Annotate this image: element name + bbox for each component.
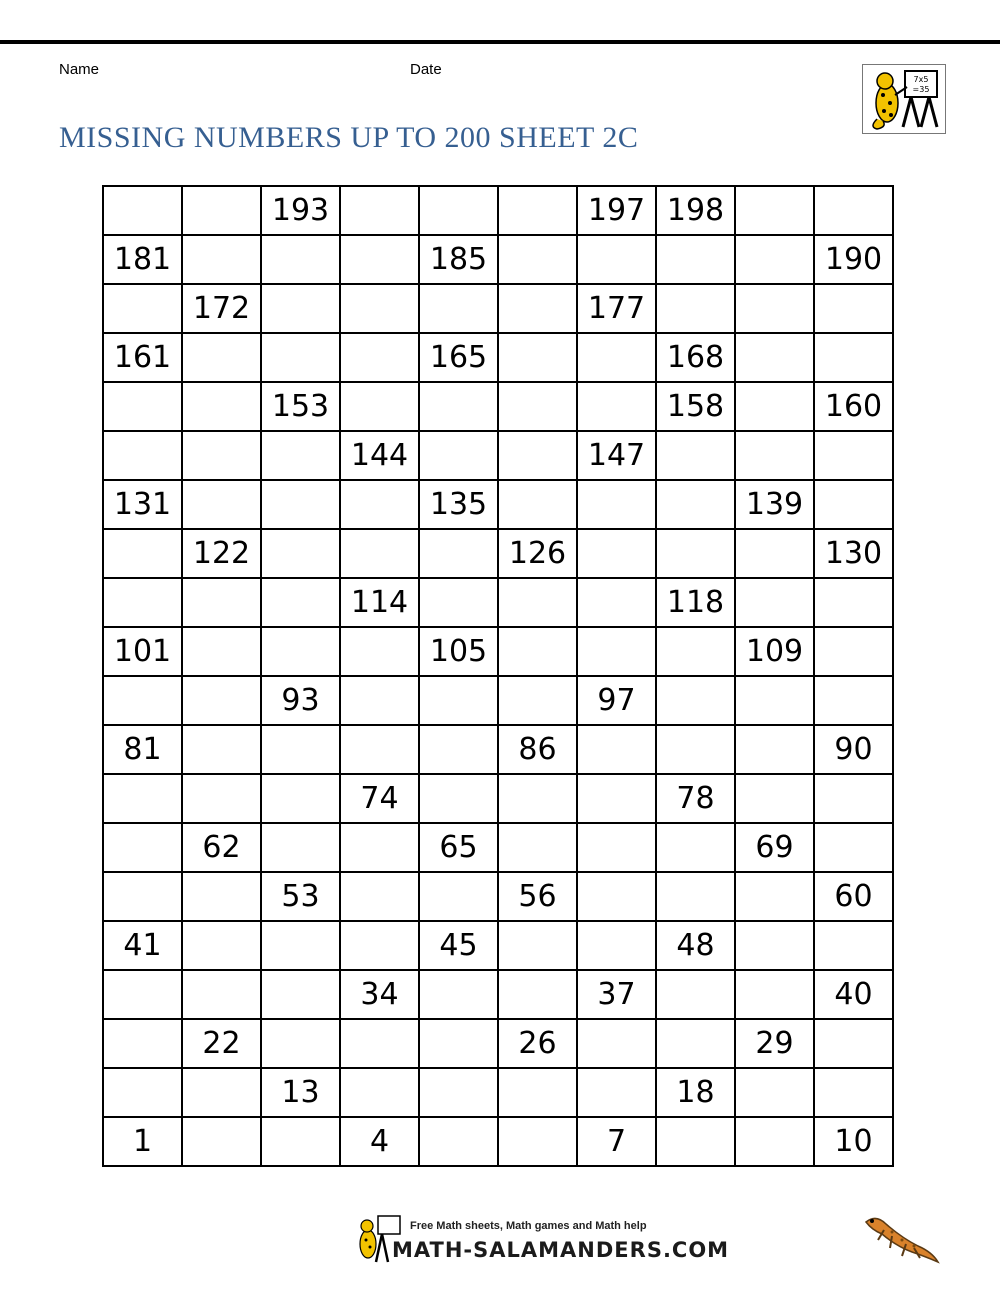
grid-cell-number: 177 — [577, 284, 656, 333]
grid-cell-blank[interactable] — [814, 1019, 893, 1068]
grid-row — [103, 186, 893, 235]
grid-cell-number: 144 — [340, 431, 419, 480]
grid-cell-blank[interactable] — [577, 627, 656, 676]
grid-cell-blank[interactable] — [577, 725, 656, 774]
grid-cell-number: 56 — [498, 872, 577, 921]
grid-cell-blank[interactable] — [735, 382, 814, 431]
grid-cell-blank[interactable] — [340, 627, 419, 676]
grid-cell-blank[interactable] — [340, 1019, 419, 1068]
grid-cell-blank[interactable] — [656, 627, 735, 676]
grid-cell-blank[interactable] — [340, 921, 419, 970]
grid-cell-blank[interactable] — [182, 725, 261, 774]
grid-row — [103, 872, 893, 921]
grid-cell-blank[interactable] — [419, 284, 498, 333]
grid-cell-blank[interactable] — [103, 529, 182, 578]
grid-cell-number: 4 — [340, 1117, 419, 1166]
grid-cell-blank[interactable] — [498, 676, 577, 725]
grid-row — [103, 1117, 893, 1166]
grid-cell-blank[interactable] — [261, 1019, 340, 1068]
grid-cell-blank[interactable] — [814, 333, 893, 382]
grid-cell-blank[interactable] — [103, 676, 182, 725]
grid-cell-blank[interactable] — [498, 1068, 577, 1117]
grid-cell-blank[interactable] — [735, 284, 814, 333]
grid-cell-number: 165 — [419, 333, 498, 382]
grid-cell-blank[interactable] — [498, 578, 577, 627]
grid-cell-number: 93 — [261, 676, 340, 725]
grid-cell-blank[interactable] — [656, 823, 735, 872]
grid-cell-blank[interactable] — [419, 774, 498, 823]
grid-cell-blank[interactable] — [419, 872, 498, 921]
grid-cell-number: 198 — [656, 186, 735, 235]
grid-cell-blank[interactable] — [498, 284, 577, 333]
grid-cell-blank[interactable] — [261, 774, 340, 823]
grid-cell-blank[interactable] — [814, 284, 893, 333]
grid-cell-number: 130 — [814, 529, 893, 578]
grid-cell-blank[interactable] — [103, 431, 182, 480]
grid-cell-number: 135 — [419, 480, 498, 529]
grid-cell-blank[interactable] — [735, 725, 814, 774]
grid-cell-blank[interactable] — [419, 725, 498, 774]
grid-cell-number: 10 — [814, 1117, 893, 1166]
grid-cell-blank[interactable] — [340, 480, 419, 529]
grid-cell-blank[interactable] — [182, 578, 261, 627]
grid-cell-blank[interactable] — [182, 1117, 261, 1166]
grid-cell-blank[interactable] — [261, 970, 340, 1019]
grid-cell-blank[interactable] — [735, 431, 814, 480]
grid-cell-blank[interactable] — [340, 725, 419, 774]
grid-cell-number: 109 — [735, 627, 814, 676]
grid-cell-blank[interactable] — [182, 627, 261, 676]
grid-cell-blank[interactable] — [182, 921, 261, 970]
grid-cell-blank[interactable] — [103, 284, 182, 333]
grid-cell-blank[interactable] — [261, 529, 340, 578]
grid-row — [103, 676, 893, 725]
grid-cell-blank[interactable] — [340, 333, 419, 382]
grid-cell-blank[interactable] — [735, 1117, 814, 1166]
grid-cell-blank[interactable] — [498, 627, 577, 676]
top-rule — [0, 40, 1000, 44]
grid-cell-number: 62 — [182, 823, 261, 872]
grid-cell-blank[interactable] — [419, 578, 498, 627]
grid-cell-blank[interactable] — [261, 235, 340, 284]
grid-row — [103, 578, 893, 627]
grid-cell-blank[interactable] — [261, 627, 340, 676]
number-grid — [102, 185, 894, 1167]
grid-cell-number: 22 — [182, 1019, 261, 1068]
grid-cell-number: 161 — [103, 333, 182, 382]
grid-cell-blank[interactable] — [182, 186, 261, 235]
grid-cell-number: 40 — [814, 970, 893, 1019]
grid-cell-number: 126 — [498, 529, 577, 578]
grid-cell-blank[interactable] — [577, 872, 656, 921]
grid-cell-number: 18 — [656, 1068, 735, 1117]
grid-row — [103, 970, 893, 1019]
grid-cell-blank[interactable] — [498, 823, 577, 872]
grid-cell-blank[interactable] — [735, 872, 814, 921]
grid-cell-blank[interactable] — [419, 529, 498, 578]
grid-cell-number: 160 — [814, 382, 893, 431]
grid-cell-blank[interactable] — [814, 186, 893, 235]
grid-row — [103, 627, 893, 676]
grid-cell-blank[interactable] — [656, 284, 735, 333]
grid-cell-number: 37 — [577, 970, 656, 1019]
grid-row — [103, 921, 893, 970]
grid-cell-number: 197 — [577, 186, 656, 235]
grid-cell-blank[interactable] — [656, 480, 735, 529]
grid-cell-blank[interactable] — [103, 774, 182, 823]
grid-cell-blank[interactable] — [656, 1117, 735, 1166]
grid-cell-number: 122 — [182, 529, 261, 578]
grid-cell-number: 190 — [814, 235, 893, 284]
grid-cell-blank[interactable] — [182, 872, 261, 921]
grid-cell-blank[interactable] — [340, 872, 419, 921]
grid-cell-blank[interactable] — [577, 235, 656, 284]
grid-cell-blank[interactable] — [103, 1019, 182, 1068]
math-salamanders-logo — [862, 64, 946, 134]
grid-cell-blank[interactable] — [103, 823, 182, 872]
grid-cell-blank[interactable] — [814, 823, 893, 872]
grid-row — [103, 823, 893, 872]
grid-cell-blank[interactable] — [419, 676, 498, 725]
grid-cell-number: 181 — [103, 235, 182, 284]
grid-cell-number: 41 — [103, 921, 182, 970]
grid-cell-number: 90 — [814, 725, 893, 774]
grid-cell-blank[interactable] — [577, 774, 656, 823]
grid-cell-number: 81 — [103, 725, 182, 774]
grid-cell-blank[interactable] — [419, 970, 498, 1019]
grid-row — [103, 529, 893, 578]
grid-cell-blank[interactable] — [261, 725, 340, 774]
grid-cell-blank[interactable] — [419, 186, 498, 235]
grid-cell-blank[interactable] — [577, 529, 656, 578]
grid-cell-number: 114 — [340, 578, 419, 627]
date-label: Date — [410, 61, 442, 78]
grid-cell-blank[interactable] — [656, 970, 735, 1019]
grid-cell-blank[interactable] — [498, 235, 577, 284]
grid-cell-number: 13 — [261, 1068, 340, 1117]
grid-cell-number: 105 — [419, 627, 498, 676]
grid-cell-blank[interactable] — [261, 480, 340, 529]
grid-cell-blank[interactable] — [103, 382, 182, 431]
grid-cell-blank[interactable] — [656, 529, 735, 578]
grid-cell-number: 139 — [735, 480, 814, 529]
grid-cell-blank[interactable] — [577, 823, 656, 872]
grid-cell-number: 60 — [814, 872, 893, 921]
grid-cell-blank[interactable] — [261, 1117, 340, 1166]
footer-url[interactable]: MATH-SALAMANDERS.COM — [392, 1238, 730, 1262]
grid-cell-number: 34 — [340, 970, 419, 1019]
grid-row — [103, 774, 893, 823]
grid-cell-blank[interactable] — [340, 676, 419, 725]
grid-cell-number: 185 — [419, 235, 498, 284]
grid-cell-blank[interactable] — [419, 431, 498, 480]
grid-cell-blank[interactable] — [498, 431, 577, 480]
grid-cell-number: 97 — [577, 676, 656, 725]
grid-cell-number: 69 — [735, 823, 814, 872]
grid-row — [103, 1068, 893, 1117]
grid-cell-blank[interactable] — [814, 578, 893, 627]
grid-cell-blank[interactable] — [261, 921, 340, 970]
grid-cell-blank[interactable] — [182, 480, 261, 529]
grid-cell-number: 131 — [103, 480, 182, 529]
grid-cell-blank[interactable] — [103, 186, 182, 235]
salamander-teacher-icon — [863, 65, 945, 133]
grid-cell-blank[interactable] — [498, 774, 577, 823]
grid-cell-number: 74 — [340, 774, 419, 823]
grid-cell-blank[interactable] — [103, 578, 182, 627]
grid-cell-blank[interactable] — [103, 970, 182, 1019]
grid-cell-number: 78 — [656, 774, 735, 823]
grid-row — [103, 333, 893, 382]
grid-cell-blank[interactable] — [498, 921, 577, 970]
grid-cell-number: 158 — [656, 382, 735, 431]
grid-cell-blank[interactable] — [419, 382, 498, 431]
salamander-mascot — [862, 1208, 942, 1268]
grid-cell-number: 193 — [261, 186, 340, 235]
grid-cell-number: 168 — [656, 333, 735, 382]
grid-cell-blank[interactable] — [182, 431, 261, 480]
grid-cell-blank[interactable] — [656, 872, 735, 921]
grid-cell-blank[interactable] — [182, 970, 261, 1019]
grid-cell-blank[interactable] — [656, 235, 735, 284]
grid-cell-blank[interactable] — [577, 333, 656, 382]
grid-cell-blank[interactable] — [735, 1068, 814, 1117]
grid-cell-blank[interactable] — [182, 1068, 261, 1117]
grid-cell-number: 45 — [419, 921, 498, 970]
grid-cell-blank[interactable] — [577, 1019, 656, 1068]
grid-cell-blank[interactable] — [182, 333, 261, 382]
grid-cell-blank[interactable] — [498, 382, 577, 431]
grid-cell-blank[interactable] — [498, 186, 577, 235]
grid-cell-number: 7 — [577, 1117, 656, 1166]
grid-cell-number: 65 — [419, 823, 498, 872]
grid-cell-blank[interactable] — [182, 235, 261, 284]
grid-cell-blank[interactable] — [656, 1019, 735, 1068]
grid-cell-blank[interactable] — [814, 480, 893, 529]
grid-row — [103, 382, 893, 431]
grid-cell-blank[interactable] — [340, 235, 419, 284]
grid-cell-blank[interactable] — [182, 382, 261, 431]
grid-row — [103, 480, 893, 529]
grid-cell-blank[interactable] — [814, 921, 893, 970]
grid-cell-blank[interactable] — [182, 774, 261, 823]
grid-cell-blank[interactable] — [814, 431, 893, 480]
grid-cell-number: 53 — [261, 872, 340, 921]
grid-cell-blank[interactable] — [419, 1068, 498, 1117]
worksheet-title: MISSING NUMBERS UP TO 200 SHEET 2C — [59, 121, 639, 154]
grid-cell-blank[interactable] — [577, 480, 656, 529]
grid-cell-blank[interactable] — [656, 725, 735, 774]
grid-cell-number: 118 — [656, 578, 735, 627]
grid-cell-blank[interactable] — [340, 284, 419, 333]
grid-cell-number: 29 — [735, 1019, 814, 1068]
grid-cell-blank[interactable] — [814, 1068, 893, 1117]
salamander-icon — [862, 1208, 942, 1268]
grid-cell-blank[interactable] — [340, 823, 419, 872]
grid-cell-blank[interactable] — [735, 578, 814, 627]
grid-cell-blank[interactable] — [656, 676, 735, 725]
grid-cell-blank[interactable] — [735, 186, 814, 235]
footer-tagline: Free Math sheets, Math games and Math help — [410, 1220, 647, 1232]
grid-cell-blank[interactable] — [103, 1068, 182, 1117]
grid-cell-blank[interactable] — [735, 921, 814, 970]
grid-cell-number: 48 — [656, 921, 735, 970]
grid-cell-number: 101 — [103, 627, 182, 676]
grid-cell-blank[interactable] — [735, 676, 814, 725]
grid-cell-blank[interactable] — [735, 774, 814, 823]
grid-cell-blank[interactable] — [577, 1068, 656, 1117]
name-label: Name — [59, 61, 100, 78]
grid-cell-blank[interactable] — [735, 333, 814, 382]
grid-cell-blank[interactable] — [340, 186, 419, 235]
grid-cell-blank[interactable] — [340, 1068, 419, 1117]
grid-cell-blank[interactable] — [261, 578, 340, 627]
grid-cell-blank[interactable] — [735, 529, 814, 578]
grid-cell-number: 86 — [498, 725, 577, 774]
grid-cell-blank[interactable] — [577, 921, 656, 970]
grid-row — [103, 725, 893, 774]
grid-cell-blank[interactable] — [261, 431, 340, 480]
grid-cell-blank[interactable] — [103, 872, 182, 921]
grid-row — [103, 284, 893, 333]
grid-cell-blank[interactable] — [656, 431, 735, 480]
grid-cell-number: 26 — [498, 1019, 577, 1068]
grid-cell-blank[interactable] — [735, 970, 814, 1019]
grid-row — [103, 235, 893, 284]
grid-cell-blank[interactable] — [577, 578, 656, 627]
grid-cell-blank[interactable] — [498, 970, 577, 1019]
grid-cell-blank[interactable] — [419, 1117, 498, 1166]
grid-cell-blank[interactable] — [498, 1117, 577, 1166]
grid-cell-blank[interactable] — [814, 676, 893, 725]
grid-cell-blank[interactable] — [340, 382, 419, 431]
grid-cell-blank[interactable] — [182, 676, 261, 725]
grid-cell-blank[interactable] — [261, 333, 340, 382]
grid-cell-blank[interactable] — [814, 627, 893, 676]
logo-text-bottom: =35 — [912, 85, 930, 94]
grid-cell-blank[interactable] — [498, 480, 577, 529]
grid-cell-number: 147 — [577, 431, 656, 480]
grid-cell-blank[interactable] — [814, 774, 893, 823]
grid-cell-blank[interactable] — [735, 235, 814, 284]
grid-row — [103, 431, 893, 480]
grid-row — [103, 1019, 893, 1068]
grid-cell-blank[interactable] — [498, 333, 577, 382]
grid-cell-blank[interactable] — [419, 1019, 498, 1068]
grid-cell-blank[interactable] — [577, 382, 656, 431]
grid-cell-blank[interactable] — [340, 529, 419, 578]
grid-cell-blank[interactable] — [261, 284, 340, 333]
grid-cell-number: 153 — [261, 382, 340, 431]
grid-cell-blank[interactable] — [261, 823, 340, 872]
grid-cell-number: 1 — [103, 1117, 182, 1166]
grid-cell-number: 172 — [182, 284, 261, 333]
logo-text-top: 7x5 — [913, 75, 929, 84]
